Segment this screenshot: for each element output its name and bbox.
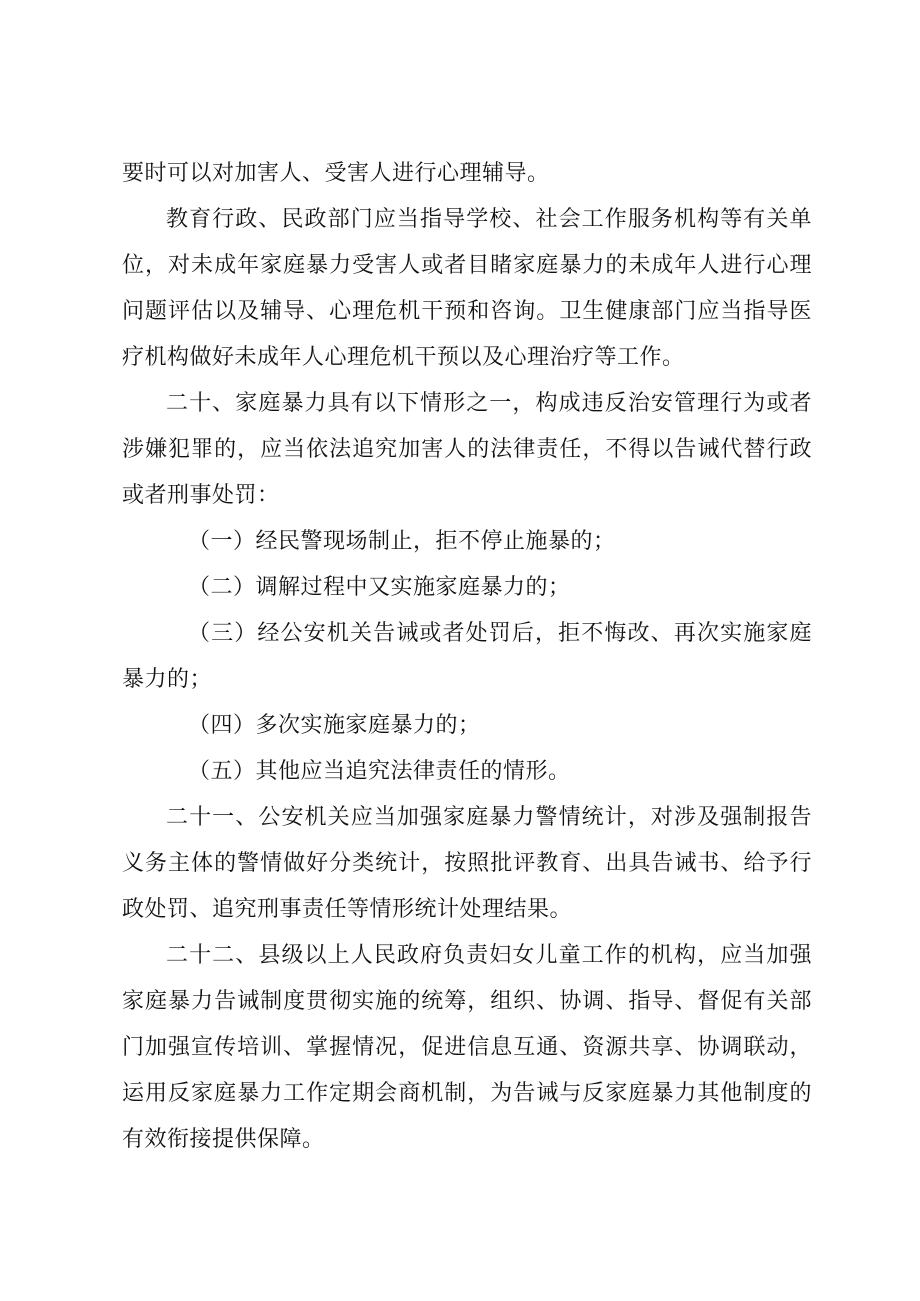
paragraph-continuation: 要时可以对加害人、受害人进行心理辅导。: [122, 161, 550, 186]
paragraph-article-22: 二十二、县级以上人民政府负责妇女儿童工作的机构，应当加强家庭暴力告诫制度贯彻实施的统筹，组织、协调、指导、督促有关部门加强宣传培训、掌握情况，促进信息互通、资源共享、协调联动，运用反家庭暴力工作定期会商机制，为告诫与反家庭暴力其他制度的有效衔接提供保障。: [122, 943, 812, 1152]
paragraph-article-20: 二十、家庭暴力具有以下情形之一，构成违反治安管理行为或者涉嫌犯罪的，应当依法追究加害人的法律责任，不得以告诫代替行政或者刑事处罚：: [122, 391, 812, 508]
document-body: [122, 151, 812, 1163]
paragraph-education-civil-affairs: 教育行政、民政部门应当指导学校、社会工作服务机构等有关单位，对未成年家庭暴力受害人或者目睹家庭暴力的未成年人进行心理问题评估以及辅导、心理危机干预和咨询。卫生健康部门应当指导医疗机构做好未成年人心理危机干预以及心理治疗等工作。: [122, 207, 812, 370]
list-item-5: （五）其他应当追究法律责任的情形。: [188, 759, 571, 784]
list-item-2: （二）调解过程中又实施家庭暴力的；: [188, 575, 571, 600]
paragraph-article-21: 二十一、公安机关应当加强家庭暴力警情统计，对涉及强制报告义务主体的警情做好分类统计，按照批评教育、出具告诫书、给予行政处罚、追究刑事责任等情形统计处理结果。: [122, 805, 812, 922]
list-item-1: （一）经民警现场制止，拒不停止施暴的；: [188, 529, 616, 554]
list-item-3: （三）经公安机关告诫或者处罚后，拒不悔改、再次实施家庭暴力的；: [122, 621, 812, 692]
list-item-4: （四）多次实施家庭暴力的；: [188, 713, 481, 738]
